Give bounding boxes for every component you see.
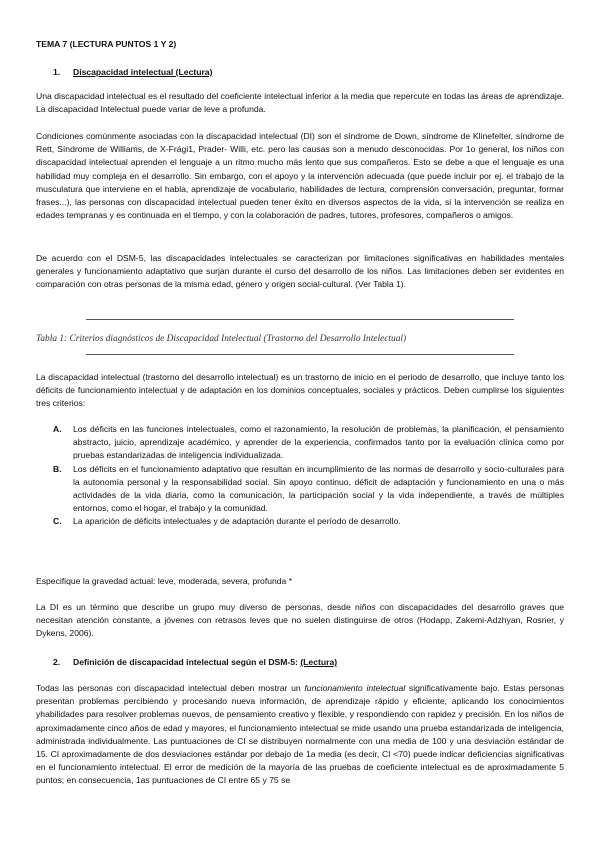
paragraph-dsm5: De acuerdo con el DSM-5, las discapacidades intelectuales se caracterizan por limitaciones significativas en habilidades mentales generales y funcionamiento adaptativo que surjan durante el curso del desarrollo de los niños. Las limitaciones deben ser evidentes en comparación con otras personas de la misma edad, género y origen social-cultural. (Ver Tabla 1). xyxy=(36,253,564,290)
section-2-heading xyxy=(53,656,337,669)
criteria-list xyxy=(53,423,564,529)
section-2-title: Definición de discapacidad intelectual según el DSM-5: xyxy=(73,657,301,667)
paragraph-intro: Una discapacidad intelectual es el resultado del coeficiente intelectual inferior a la media que repercute en todas las áreas de aprendizaje. La discapacidad Intelectual puede variar de leve a profunda. xyxy=(36,91,564,115)
criterion-text: Los déficits en el funcionamiento adaptativo que resultan en incumplimiento de las normas de desarrollo y socio-culturales para la autonomía personal y la responsabilidad social. Sin apoyo continuo, déficit de adaptación y funcionamiento en una o más actividades de la vida diaria, como la comunicación, la participación social y la vida independiente, a través de múltiples entornos, como el hogar, el trabajo y la comunidad. xyxy=(73,463,564,514)
section-1-title: Discapacidad intelectual (Lectura) xyxy=(73,67,213,77)
section-1-number: 1. xyxy=(53,67,61,77)
criterion-b xyxy=(53,463,564,516)
criterion-c xyxy=(53,515,564,528)
p7-emphasis: funcionamiento intelectual xyxy=(304,683,406,693)
table-top-rule xyxy=(86,319,514,320)
criterion-text: La aparición de déficits intelectuales y de adaptación durante el período de desarrollo. xyxy=(73,516,401,527)
table-caption: Tabla 1: Criterios diagnósticos de Discapacidad Intelectual (Trastorno del Desarrollo Intelectual) xyxy=(36,334,407,344)
paragraph-severity: Especifique la gravedad actual: leve, moderada, severa, profunda * xyxy=(36,576,293,586)
section-2-title-link: (Lectura) xyxy=(300,657,338,667)
document-title: TEMA 7 (LECTURA PUNTOS 1 Y 2) xyxy=(36,39,177,49)
criterion-label: C. xyxy=(53,516,62,527)
criterion-a xyxy=(53,423,564,463)
section-1-heading xyxy=(53,66,212,79)
paragraph-intellectual-functioning xyxy=(36,682,564,788)
paragraph-di-term: La DI es un término que describe un grupo muy diverso de personas, desde niños con discapacidades del desarrollo graves que necesitan atención constante, a jóvenes con retrasos leves que no suelen distinguirse de otros (Hodapp, Zakemi-Adzhyan, Rosner, y Dykens, 2006). xyxy=(36,602,564,639)
paragraph-criteria-intro: La discapacidad intelectual (trastorno del desarrollo intelectual) es un trastorno de inicio en el periodo de desarrollo, que incluye tanto los déficits de funcionamiento intelectual y de adaptación en los dominios conceptuales, sociales y prácticos. Deben cumplirse los siguientes tres criterios: xyxy=(36,372,564,409)
criterion-label: A. xyxy=(53,424,62,434)
p7-before: Todas las personas con discapacidad intelectual deben mostrar un xyxy=(36,683,305,693)
section-2-number: 2. xyxy=(53,657,61,667)
criterion-label: B. xyxy=(53,463,62,474)
p7-after: significativamente bajo. Estas personas presentan problemas percibiendo y procesando nueva información, de aprendizaje rápido y eficiente, aplicando los conocimientos yhabilidades para resolver problemas nuevos, de pensamiento creativo y flexible, y respondiendo con rapidez y precisión. En los niños de aproximadamente cinco años de edad y mayores, el funcionamiento intelectual se mide usando una prueba estandarizada de inteligencia, administrada individualmente. Las puntuaciones de CI se distribuyen normalmente con una media de 100 y una desviación estándar de 15. CI aproximadamente de dos desviaciones estándar por debajo de 1a media (es decir, CI <70) puede indicar deficiencias significativas en el funcionamiento intelectual. El error de medición de la mayoría de las pruebas de coeficiente intelectual es de aproximadamente 5 puntos; en consecuencia, 1as puntuaciones de CI entre 65 y 75 se xyxy=(36,683,564,786)
paragraph-conditions: Condiciones comúnmente asociadas con la discapacidad intelectual (DI) son el síndrome de Down, síndrome de Klinefelter, síndrome de Rett, Síndrome de Williams, de X-Frági1, Prader- Willi, etc. pero las causas son a menudo desconocidas. Por 1o general, los niños con discapacidad intelectual aprenden el lenguaje a un ritmo mucho más lento que sus compañeros. Esto se debe a que el lenguaje es una habilidad muy compleja en el desarrollo. Sin embargo, con el apoyo y la intervención adecuada (que puede incluir por ej. el trabajo de la musculatura que interviene en el habla, aprendizaje de vocabulario, habilidades de lectura, comprensión conversación, preguntar, formar frases...), las personas con discapacidad intelectual pueden tener éxito en diversos aspectos de la vida, si la intervención se realiza en edades tempranas y es continuada en el tiempo, y con la colaboración de padres, tutores, profesores, compañeros o amigos. xyxy=(36,131,564,221)
table-bottom-rule xyxy=(86,354,514,355)
criterion-text: Los déficits en las funciones intelectuales, como el razonamiento, la resolución de problemas, la planificación, el pensamiento abstracto, juicio, aprendizaje académico, y aprender de la experiencia, confirmados tanto por la evaluación clínica como por pruebas estandarizadas de inteligencia individualizada. xyxy=(73,424,564,461)
